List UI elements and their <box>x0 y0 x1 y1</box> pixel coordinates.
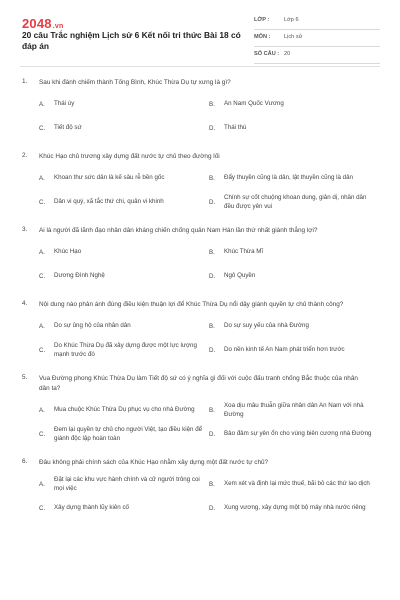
option-text: Đem lại quyền tự chủ cho người Việt, tạo điều kiện để giành độc lập hoàn toàn <box>54 425 203 442</box>
question-number: 3. <box>22 226 28 233</box>
option-letter: C. <box>39 272 46 280</box>
option-c[interactable] <box>39 264 209 288</box>
option-letter: A. <box>39 100 45 108</box>
answer-options <box>39 398 379 446</box>
option-letter: C. <box>39 346 46 354</box>
option-a[interactable] <box>39 314 209 338</box>
option-text: Thái thú <box>224 124 247 132</box>
option-b[interactable] <box>209 240 379 264</box>
option-d[interactable] <box>209 496 379 520</box>
option-letter: B. <box>209 406 215 414</box>
option-letter: A. <box>39 406 45 414</box>
option-text: Khúc Thừa Mĩ <box>224 248 264 256</box>
option-letter: A. <box>39 174 45 182</box>
option-d[interactable] <box>209 338 379 362</box>
option-text: Tiết độ sứ <box>54 124 82 132</box>
option-a[interactable] <box>39 398 209 422</box>
option-text: Thái úy <box>54 100 75 108</box>
meta-subject <box>254 32 380 47</box>
meta-value: Lớp 6 <box>284 17 299 23</box>
option-a[interactable] <box>39 92 209 116</box>
meta-class <box>254 15 380 30</box>
meta-label: SỐ CÂU : <box>254 51 280 57</box>
option-text: Xem xét và định lại mức thuế, bãi bỏ các thứ lao dịch <box>224 480 370 488</box>
option-c[interactable] <box>39 116 209 140</box>
option-letter: D. <box>209 272 216 280</box>
option-b[interactable] <box>209 92 379 116</box>
option-text: Do sự suy yếu của nhà Đường <box>224 322 309 330</box>
header-divider <box>20 66 380 67</box>
option-text: Bảo đảm sự yên ổn cho vùng biên cương nhà Đường <box>224 430 372 438</box>
question-list <box>0 78 400 532</box>
option-b[interactable] <box>209 314 379 338</box>
document-header <box>0 0 400 64</box>
option-b[interactable] <box>209 166 379 190</box>
option-letter: D. <box>209 124 216 132</box>
option-letter: B. <box>209 480 215 488</box>
question-3 <box>0 226 400 288</box>
option-text: Do sự ủng hộ của nhân dân <box>54 322 131 330</box>
option-text: Xoa dịu mâu thuẫn giữa nhân dân An Nam với nhà Đường <box>224 401 364 418</box>
question-text: Khúc Hạo chủ trương xây dựng đất nước tự chủ theo đường lối <box>39 153 220 160</box>
option-letter: C. <box>39 198 46 206</box>
question-6 <box>0 458 400 520</box>
question-number: 5. <box>22 374 28 381</box>
option-d[interactable] <box>209 264 379 288</box>
question-1 <box>0 78 400 140</box>
option-letter: D. <box>209 346 216 354</box>
option-text: Đặt lại các khu vực hành chính và cử người trông coi mọi việc <box>54 475 200 492</box>
logo-tld: .vn <box>52 23 64 30</box>
meta-label: LỚP : <box>254 17 270 23</box>
question-4 <box>0 300 400 362</box>
question-2 <box>0 152 400 214</box>
option-b[interactable] <box>209 398 379 422</box>
option-text: Khoan thư sức dân là kế sâu rễ bền gốc <box>54 174 165 182</box>
option-text: Mua chuộc Khúc Thừa Dụ phục vụ cho nhà Đường <box>54 406 195 414</box>
option-letter: B. <box>209 100 215 108</box>
logo-main: 2048 <box>22 16 52 31</box>
option-a[interactable] <box>39 472 209 496</box>
question-text: Nội dung nào phản ánh đúng điều kiện thuận lợi để Khúc Thừa Dụ nổi dậy giành quyền tự chủ thành công? <box>39 301 344 308</box>
option-text: Dân vi quý, xã tắc thứ chi, quân vi khinh <box>54 198 164 206</box>
option-letter: A. <box>39 322 45 330</box>
option-text: Xây dựng thành lũy kiên cố <box>54 504 130 512</box>
option-letter: D. <box>209 504 216 512</box>
question-text: Ai là người đã lãnh đạo nhân dân kháng chiến chống quân Nam Hán lần thứ nhất giành thắng lợi? <box>39 227 318 234</box>
option-a[interactable] <box>39 166 209 190</box>
option-text: Dương Đình Nghệ <box>54 272 105 280</box>
answer-options <box>39 314 379 362</box>
option-letter: B. <box>209 248 215 256</box>
option-letter: C. <box>39 430 46 438</box>
answer-options <box>39 166 379 214</box>
option-text: Ngô Quyền <box>224 272 256 280</box>
option-b[interactable] <box>209 472 379 496</box>
option-d[interactable] <box>209 422 379 446</box>
question-text: Sau khi đánh chiếm thành Tống Bình, Khúc Thừa Dụ tự xưng là gì? <box>39 79 231 86</box>
option-c[interactable] <box>39 190 209 214</box>
option-d[interactable] <box>209 190 379 214</box>
meta-label: MÔN : <box>254 34 271 40</box>
meta-question-count <box>254 49 380 64</box>
option-letter: D. <box>209 430 216 438</box>
question-text: Đâu không phải chính sách của Khúc Hạo nhằm xây dựng một đất nước tự chủ? <box>39 459 269 466</box>
option-letter: C. <box>39 504 46 512</box>
answer-options <box>39 240 379 288</box>
option-text: Do Khúc Thừa Dụ đã xây dựng được một lực lượng mạnh trước đó <box>54 341 197 358</box>
option-a[interactable] <box>39 240 209 264</box>
meta-value: Lịch sử <box>284 34 303 40</box>
option-letter: A. <box>39 480 45 488</box>
document-title: 20 câu Trắc nghiệm Lịch sử 6 Kết nối tri thức Bài 18 có đáp án <box>22 30 241 51</box>
option-text: Do nền kinh tế An Nam phát triển hơn trước <box>224 346 345 354</box>
option-text: Chính sự cốt chuộng khoan dung, giản dị, nhân dân đều được yên vui <box>224 193 367 210</box>
answer-options <box>39 92 379 140</box>
option-letter: B. <box>209 174 215 182</box>
question-text: Vua Đường phong Khúc Thừa Dụ làm Tiết độ sứ có ý nghĩa gì đối với cuộc đấu tranh chống Bắc thuộc của nhân dân ta? <box>39 375 358 392</box>
question-5 <box>0 374 400 446</box>
option-d[interactable] <box>209 116 379 140</box>
document-meta <box>254 15 380 66</box>
option-letter: D. <box>209 198 216 206</box>
option-letter: A. <box>39 248 45 256</box>
question-number: 1. <box>22 78 28 85</box>
option-text: Khúc Hạo <box>54 248 82 256</box>
question-number: 2. <box>22 152 28 159</box>
option-text: An Nam Quốc Vương <box>224 100 284 108</box>
option-letter: B. <box>209 322 215 330</box>
option-text: Xung vương, xây dựng một bộ máy nhà nước riêng <box>224 504 366 512</box>
question-number: 4. <box>22 300 28 307</box>
option-letter: C. <box>39 124 46 132</box>
site-logo[interactable] <box>22 16 63 31</box>
option-c[interactable] <box>39 338 209 362</box>
meta-value: 20 <box>284 51 291 57</box>
question-number: 6. <box>22 458 28 465</box>
option-c[interactable] <box>39 496 209 520</box>
answer-options <box>39 472 379 520</box>
option-text: Đẩy thuyền cũng là dân, lật thuyền cũng là dân <box>224 174 353 182</box>
option-c[interactable] <box>39 422 209 446</box>
